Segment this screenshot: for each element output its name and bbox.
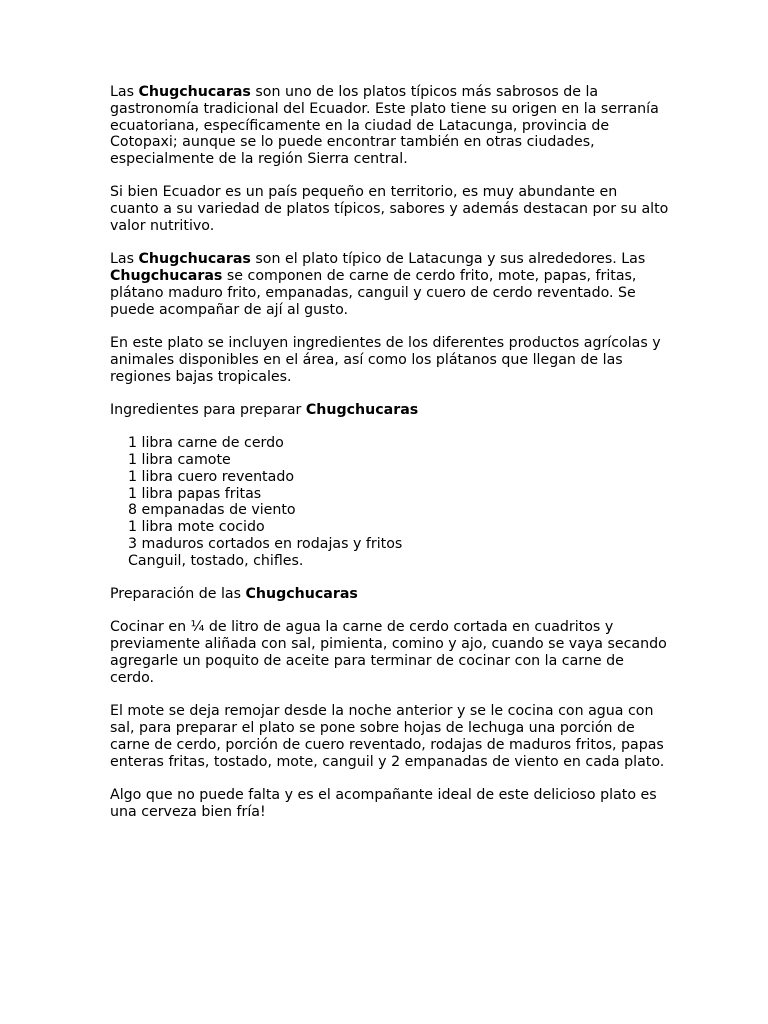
dish-name-bold: Chugchucaras: [305, 401, 419, 418]
ingredient-item: 1 libra mote cocido: [128, 519, 265, 536]
ingredient-item: 3 maduros cortados en rodajas y fritos: [128, 536, 403, 553]
document-body: [110, 84, 670, 837]
variety-paragraph: Si bien Ecuador es un país pequeño en territorio, es muy abundante en cuanto a su variedad de platos típicos, sabores y además destacan por su alto valor nutritivo.: [110, 184, 669, 235]
ingredients-origin-paragraph: En este plato se incluyen ingredientes de los diferentes productos agrícolas y animales disponibles en el área, así como los plátanos que llegan de las regiones bajas tropicales.: [110, 335, 661, 385]
composition-text-start: Las: [110, 251, 139, 268]
plating-paragraph: El mote se deja remojar desde la noche anterior y se le cocina con agua con sal, para preparar el plato se pone sobre hojas de lechuga una porción de carne de cerdo, porción de cuero reventado, rodajas de maduros fritos, papas enteras fritas, tostado, mote, canguil y 2 empanadas de viento en cada plato.: [110, 703, 665, 770]
ingredient-item: 8 empanadas de viento: [128, 502, 296, 519]
cooking-meat-paragraph: Cocinar en ¼ de litro de agua la carne de cerdo cortada en cuadritos y previamente aliñada con sal, pimienta, comino y ajo, cuando se vaya secando agregarle un poquito de aceite para terminar de cocinar con la carne de cerdo.: [110, 619, 667, 686]
ingredient-item: 1 libra carne de cerdo: [128, 435, 284, 452]
intro-text-start: Las: [110, 84, 139, 100]
intro-text-rest: son uno de los platos típicos más sabrosos de la gastronomía tradicional del Ecuador. Este plato tiene su origen en la serranía ecuatoriana, específicamente en la ciudad de Latacunga, provincia de Cotopaxi; aunque se lo puede encontrar también en otras ciudades, especialmente de la región Sierra central.: [110, 84, 659, 168]
ingredient-item: 1 libra camote: [128, 452, 231, 469]
preparation-heading: [110, 586, 670, 603]
composition-text-middle: son el plato típico de Latacunga y sus alrededores. Las: [250, 251, 646, 268]
dish-name-bold: Chugchucaras: [138, 84, 251, 100]
ingredient-item: Canguil, tostado, chifles.: [128, 552, 304, 569]
ingredient-item: 1 libra papas fritas: [128, 485, 262, 502]
dish-name-bold: Chugchucaras: [138, 251, 251, 268]
composition-text-rest: se componen de carne de cerdo frito, mote, papas, fritas, plátano maduro frito, empanadas, canguil y cuero de cerdo reventado. Se puede acompañar de ají al gusto.: [110, 268, 637, 318]
preparation-heading-text: Preparación de las: [110, 586, 246, 603]
composition-paragraph: [110, 251, 670, 318]
ingredients-heading: [110, 402, 670, 419]
intro-paragraph: [110, 84, 670, 168]
ingredients-list: [110, 435, 670, 569]
closing-paragraph: Algo que no puede falta y es el acompañante ideal de este delicioso plato es una cerveza bien fría!: [110, 786, 657, 820]
dish-name-bold: Chugchucaras: [245, 586, 358, 603]
ingredients-heading-text: Ingredientes para preparar: [110, 401, 306, 418]
dish-name-bold: Chugchucaras: [110, 268, 223, 285]
ingredient-item: 1 libra cuero reventado: [128, 468, 295, 485]
